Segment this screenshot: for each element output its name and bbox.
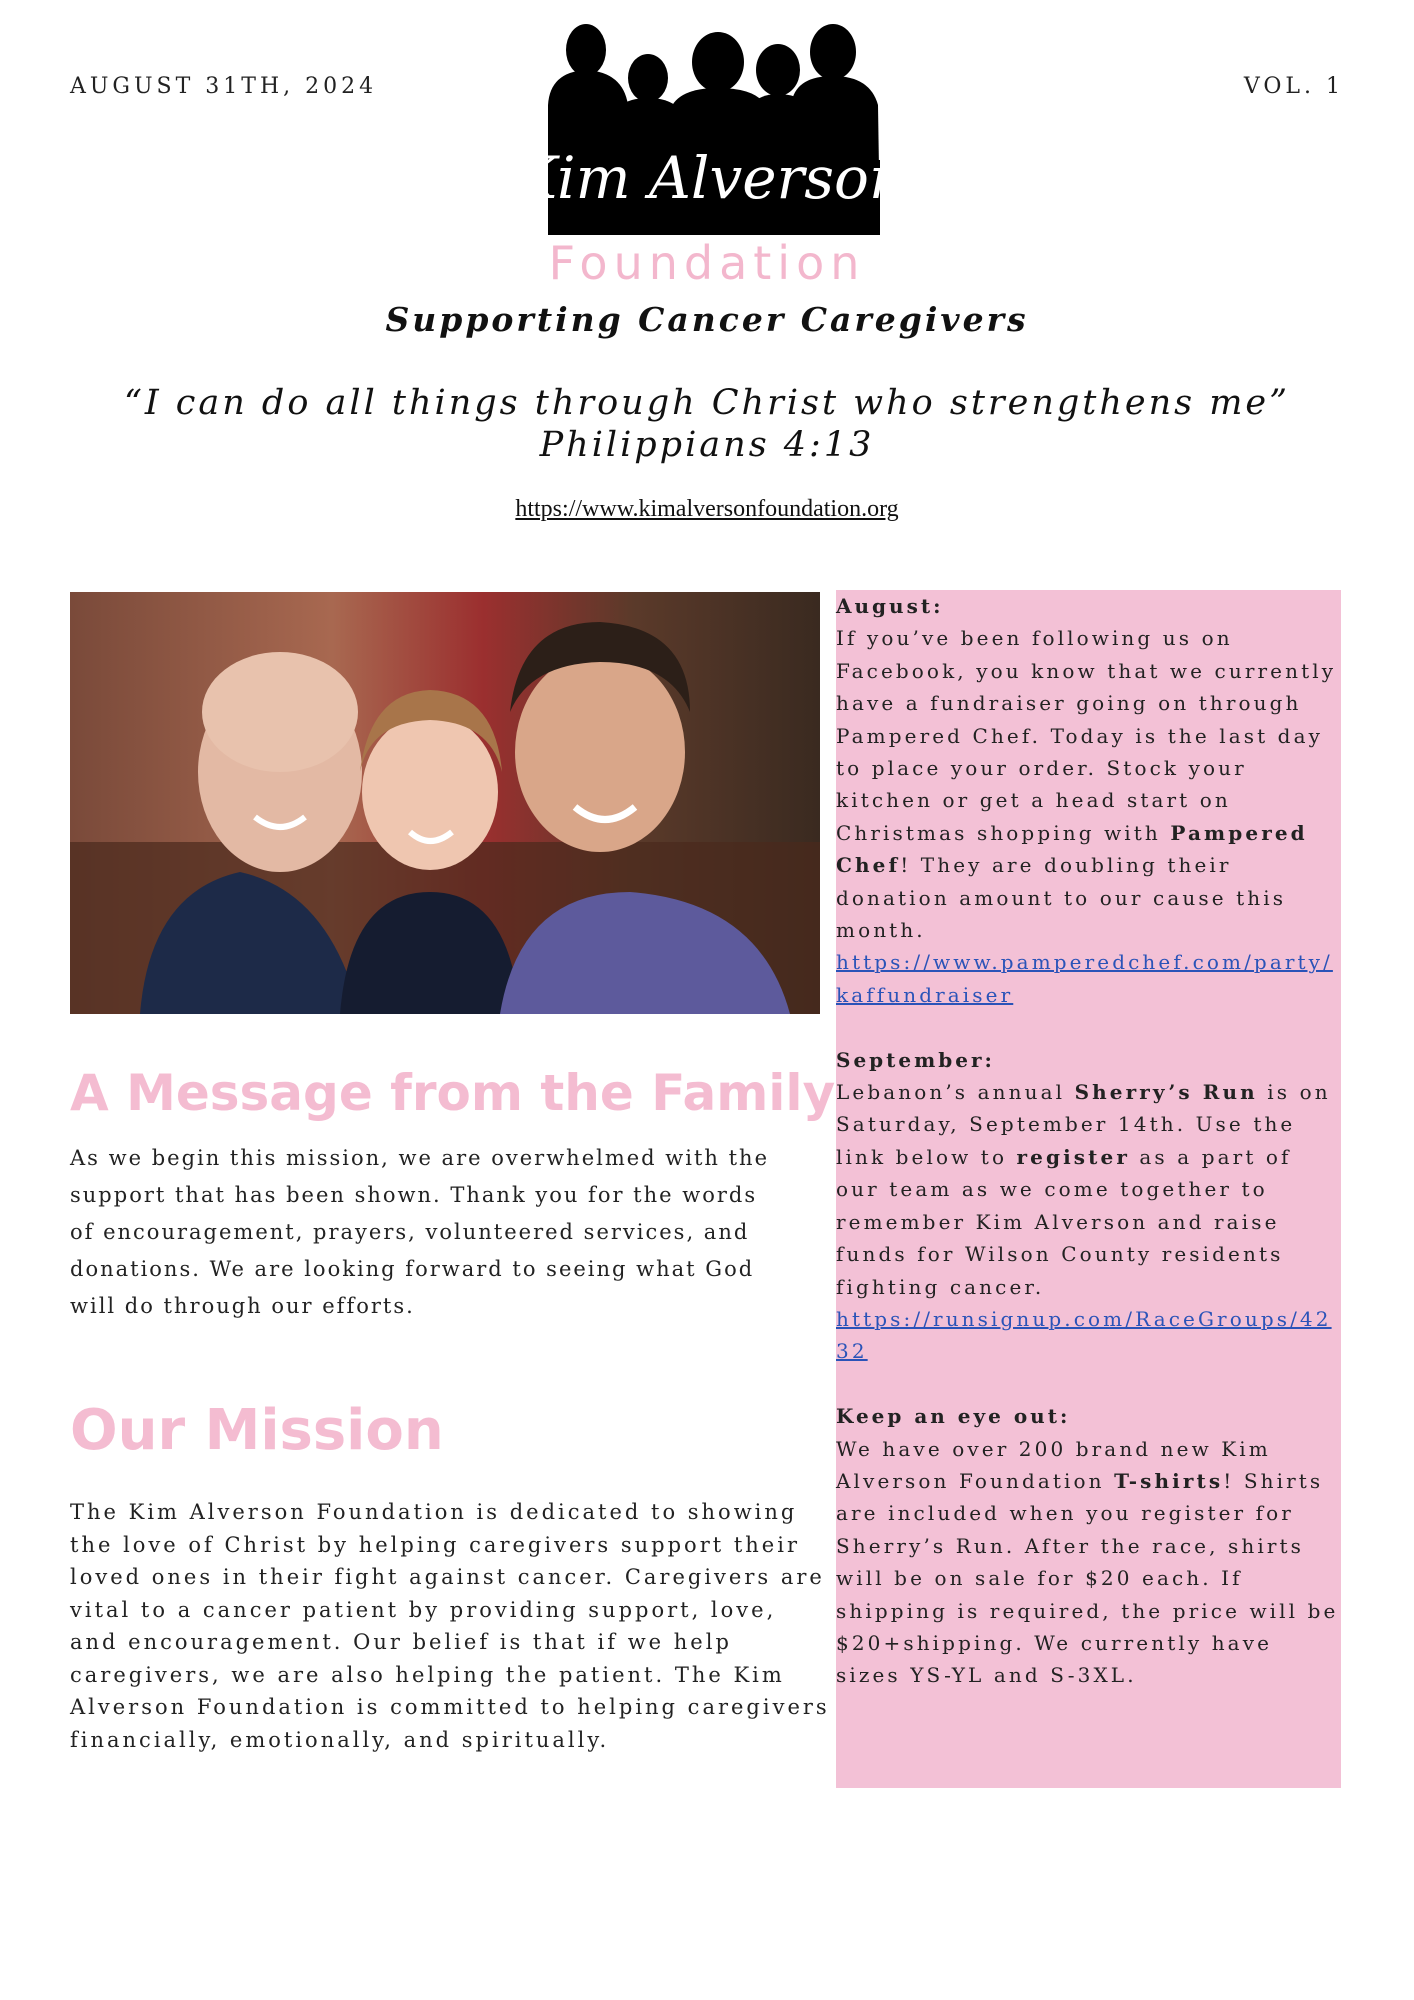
foundation-logo [528,10,893,235]
issue-date: AUGUST 31TH, 2024 [70,74,378,99]
september-text: Lebanon’s annual Sherry’s Run is on Saturday, September 14th. Use the link below to register as a part of our team as we come together to remember Kim Alverson and raise funds for Wilson County residents fighting cancer. [836,1080,1331,1299]
website-link[interactable]: https://www.kimalversonfoundation.org [515,496,899,522]
message-title: A Message from the Family [70,1064,836,1122]
logo-script-name: Kim Alverson [528,144,893,212]
logo-foundation-word: Foundation [548,236,866,290]
august-heading: August: [836,594,944,618]
verse-quote: “I can do all things through Christ who strengthens me” [123,383,1291,423]
events-sidebar [836,590,1341,1788]
family-photo-image [70,592,820,1014]
issue-volume: VOL. 1 [1243,74,1344,99]
tagline: Supporting Cancer Caregivers [385,300,1029,339]
message-body: As we begin this mission, we are overwhelmed with the support that has been shown. Thank you for the words of encouragement, prayers, volunteered services, and donations. We are looking forward to seeing what God will do through our efforts. [70,1146,770,1318]
keep-eye-out-heading: Keep an eye out: [836,1404,1071,1429]
august-text: If you’ve been following us on Facebook, you know that we currently have a fundraiser going on through Pampered Chef. Today is the last day to place your order. Stock your kitchen or get a head start on Christmas shopping with Pampered Chef! They are doubling their donation amount to our cause this month. [836,626,1337,943]
runsignup-link[interactable]: https://runsignup.com/RaceGroups/4232 [836,1306,1332,1364]
tshirt-text: We have over 200 brand new Kim Alverson Foundation T-shirts! Shirts are included when you register for Sherry’s Run. After the race, shirts will be on sale for $20 each. If shipping is required, the price will be $20+shipping. We currently have sizes YS-YL and S-3XL. [836,1436,1339,1688]
family-silhouette-logo [528,10,893,235]
family-photo [70,592,820,1014]
september-heading: September: [836,1047,995,1072]
bible-verse [0,382,1414,466]
pampered-chef-link[interactable]: https://www.pamperedchef.com/party/kaffundraiser [836,950,1333,1007]
mission-body: The Kim Alverson Foundation is dedicated to showing the love of Christ by helping caregivers support their loved ones in their fight against cancer. Caregivers are vital to a cancer patient by providing support, love, and encouragement. Our belief is that if we help caregivers, we are also helping the patient. The Kim Alverson Foundation is committed to helping caregivers financially, emotionally, and spiritually. [70,1500,830,1752]
mission-title: Our Mission [70,1398,444,1463]
verse-reference: Philippians 4:13 [539,425,875,465]
